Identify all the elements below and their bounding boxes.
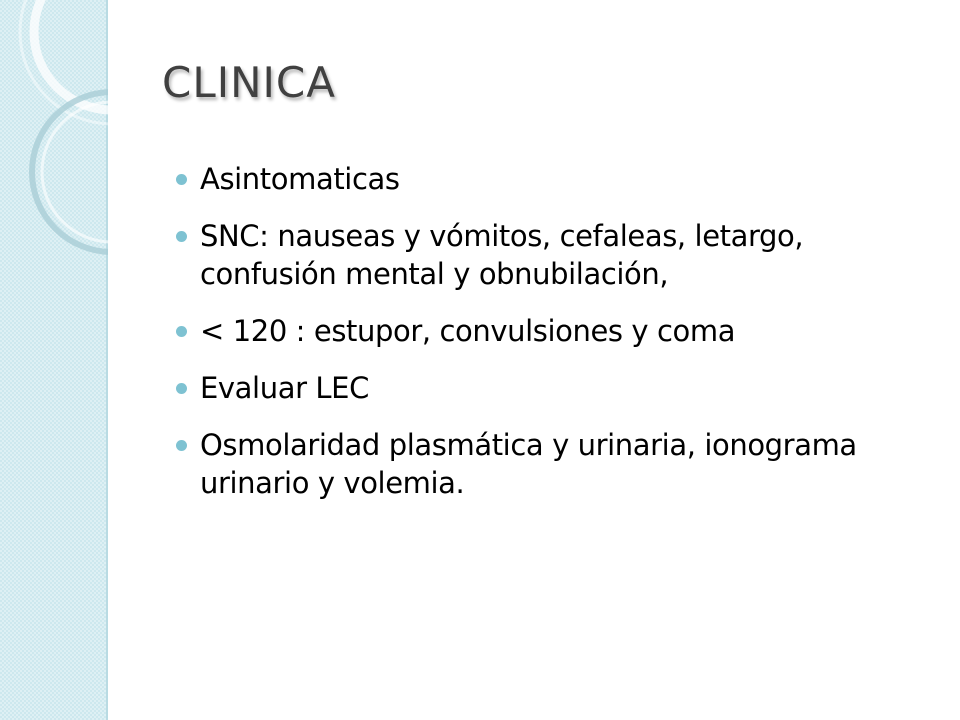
decorative-side-band xyxy=(0,0,108,720)
bullet-text: SNC: nauseas y vómitos, cefaleas, letargo, confusión mental y obnubilación, xyxy=(200,219,804,291)
bullet-text: Asintomaticas xyxy=(200,162,400,196)
bullet-marker-icon xyxy=(176,174,187,185)
bullet-item xyxy=(176,312,946,350)
bullet-item xyxy=(176,160,946,198)
bullet-list xyxy=(176,160,946,521)
bullet-marker-icon xyxy=(176,326,187,337)
bullet-item xyxy=(176,369,946,407)
bullet-text: Osmolaridad plasmática y urinaria, ionograma urinario y volemia. xyxy=(200,428,857,500)
slide-title: CLINICA xyxy=(162,58,336,107)
bullet-marker-icon xyxy=(176,383,187,394)
bullet-text: Evaluar LEC xyxy=(200,371,369,405)
bullet-text: < 120 : estupor, convulsiones y coma xyxy=(200,314,736,348)
bullet-marker-icon xyxy=(176,231,187,242)
bullet-item xyxy=(176,217,946,293)
bullet-marker-icon xyxy=(176,440,187,451)
bullet-item xyxy=(176,426,946,502)
decorative-rings-icon xyxy=(0,0,108,260)
